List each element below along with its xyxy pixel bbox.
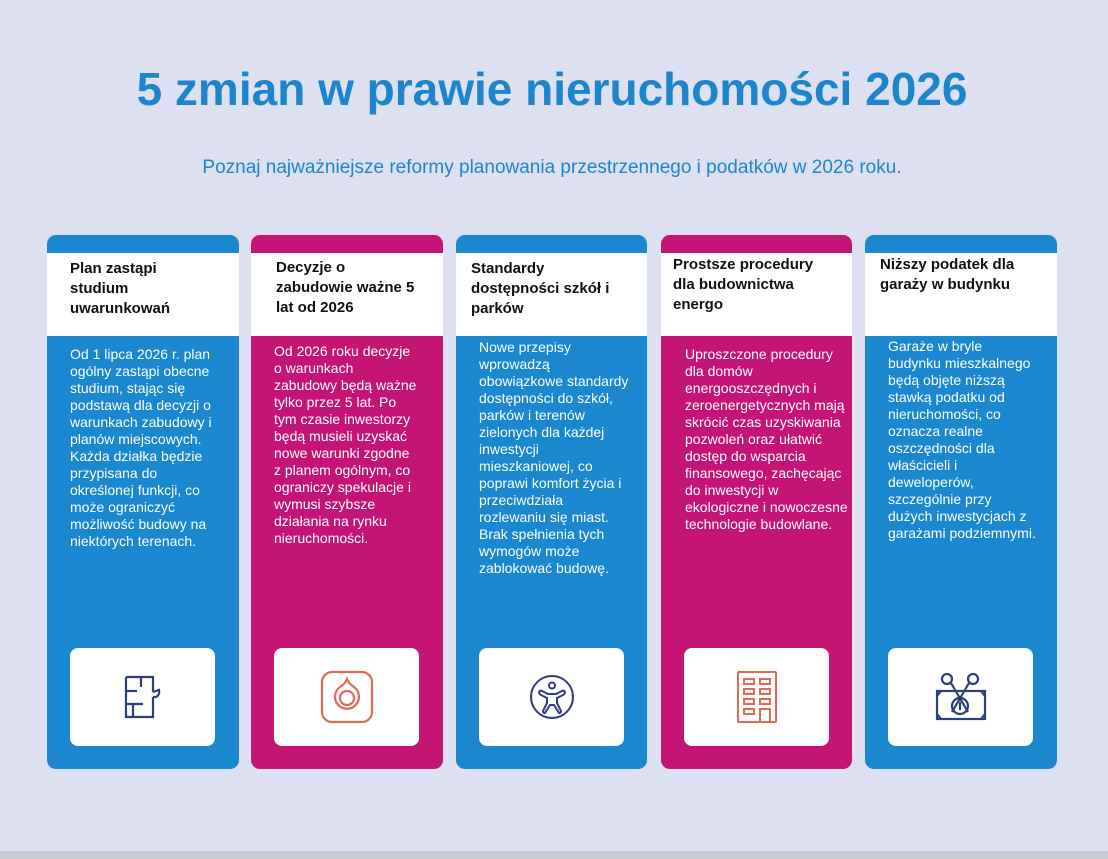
- accessibility-icon: [529, 674, 575, 720]
- icon-box: [479, 648, 624, 746]
- card-title: Prostsze procedury dla budownictwa energo: [673, 256, 814, 313]
- page-title: 5 zmian w prawie nieruchomości 2026: [136, 63, 968, 115]
- icon-box: [888, 648, 1033, 746]
- card-body: Od 2026 roku decyzje o warunkach zabudowy będą ważne tylko przez 5 lat. Po tym czasie inwestorzy będą musieli uzyskać nowe warunki zgodne z planem ogólnym, co ograniczy spekulacje i wymusi szybsze działania na rynku nieruchomości.: [274, 343, 417, 546]
- card-body: Od 1 lipca 2026 r. plan ogólny zastąpi obecne studium, stając się podstawą dla decyzji o warunkach zabudowy i planów miejscowych. Każda działka będzie przypisana do określonej funkcji, co może ograniczyć możliwość budowy na niektórych terenach.: [70, 346, 212, 549]
- card-decyzje-wz: [251, 235, 443, 769]
- card-title: Niższy podatek dla garaży w budynku: [880, 256, 1015, 293]
- card-title: Plan zastąpi studium uwarunkowań: [70, 260, 171, 317]
- building-icon: [736, 670, 778, 724]
- icon-box: [70, 648, 215, 746]
- card-podatek-garaze: [865, 235, 1057, 769]
- card-budownictwo-energo: [661, 235, 852, 769]
- card-body: Uproszczone procedury dla domów energooszczędnych i zeroenergetycznych mają skrócić czas uzyskiwania pozwoleń oraz ułatwić dostęp do wsparcia finansowego, zachęcając do inwestycji w ekologiczne i nowoczesne technologie budowlane.: [685, 346, 848, 532]
- card-body: Nowe przepisy wprowadzą obowiązkowe standardy dostępności do szkół, parków i terenów zielonych dla każdej inwestycji mieszkaniowej, co poprawi komfort życia i przeciwdziała rozlewaniu się miast. Brak spełnienia tych wymogów może zablokować budowę.: [479, 339, 629, 576]
- location-drop-icon: [320, 670, 374, 724]
- card-title: Decyzje o zabudowie ważne 5 lat od 2026: [276, 259, 415, 316]
- card-body: Garaże w bryle budynku mieszkalnego będą objęte niższą stawką podatku od nieruchomości, co oznacza realne oszczędności dla właścicieli i deweloperów, szczególnie przy dużych inwestycjach z garażami podziemnymi.: [888, 338, 1036, 541]
- icon-box: [274, 648, 419, 746]
- icon-box: [684, 648, 829, 746]
- card-title: Standardy dostępności szkół i parków: [471, 260, 610, 317]
- card-standardy-dostepnosci: [456, 235, 647, 769]
- tax-cut-icon: [935, 672, 987, 722]
- page-subtitle: Poznaj najważniejsze reformy planowania przestrzennego i podatków w 2026 roku.: [202, 157, 902, 178]
- floor-plan-icon: [123, 675, 163, 719]
- card-plan-ogolny: [47, 235, 239, 769]
